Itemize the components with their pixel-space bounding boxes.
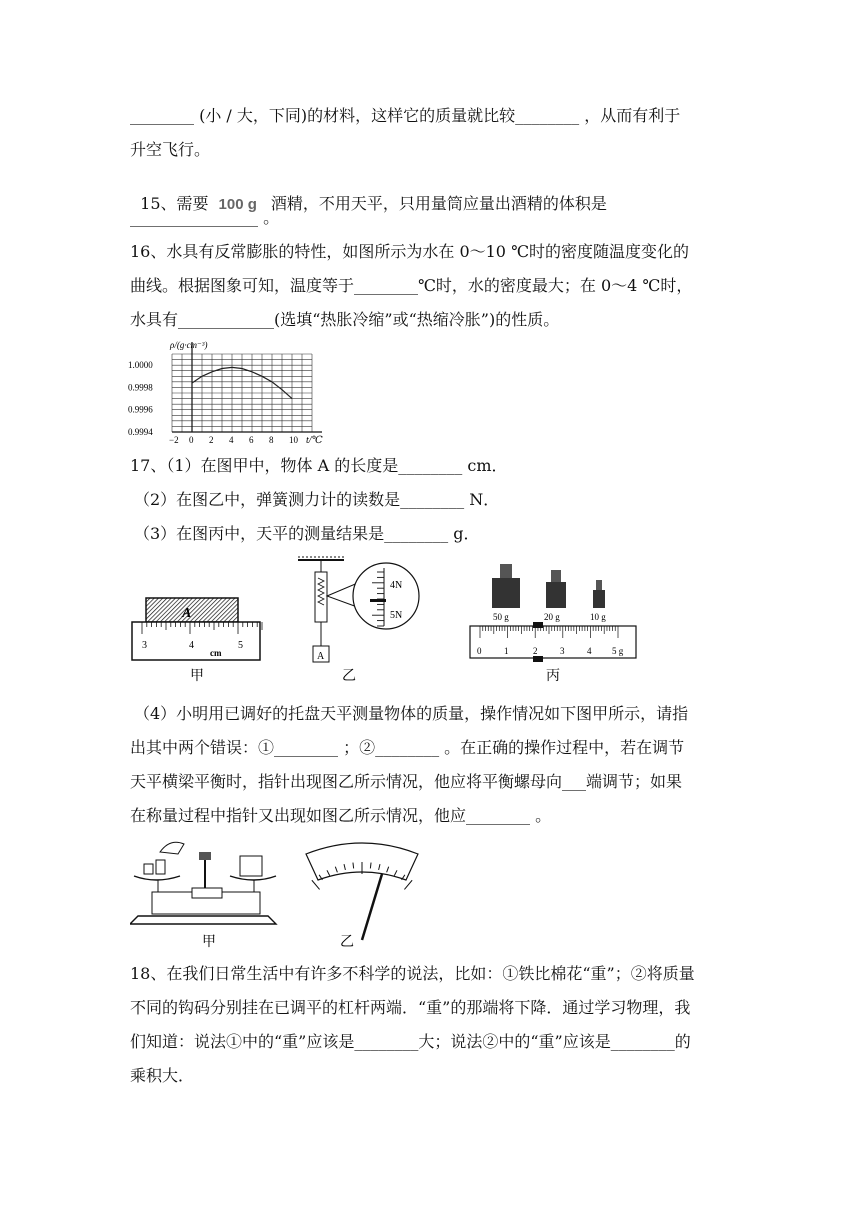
caption-yi-2: 乙 (340, 935, 354, 950)
q16-line-3: 水具有____________(选填“热胀冷缩”或“热缩冷胀”)的性质。 (130, 310, 560, 329)
spring-mark-4n: 4N (390, 580, 403, 591)
q17-line-2: （2）在图乙中，弹簧测力计的读数是________ N． (134, 490, 500, 509)
dial-tick (370, 863, 371, 869)
x-tick-label: 4 (229, 435, 234, 445)
dial-pointer (362, 874, 382, 940)
beam-tick-4: 4 (587, 646, 592, 656)
beam-tick-3: 3 (560, 646, 565, 656)
y-tick-label: 1.0000 (128, 360, 153, 371)
dial-tick (312, 880, 320, 889)
ruler-unit: cm (210, 648, 222, 658)
y-tick-label: 0.9994 (128, 427, 153, 437)
q17-line-3: （3）在图丙中，天平的测量结果是________ g． (134, 524, 480, 543)
caption-jia: 甲 (190, 669, 204, 684)
density-chart (126, 336, 326, 448)
x-tick-label: 0 (189, 435, 194, 445)
weight-label-50g: 50 g (493, 612, 509, 622)
ruler-tick-5: 5 (238, 640, 243, 651)
caption-bing: 丙 (546, 669, 560, 684)
pointer-dial-figure (306, 843, 418, 950)
chart-xlabel: t/℃ (306, 435, 323, 446)
spring-weight-label: A (317, 651, 325, 662)
object-a-block (146, 598, 238, 622)
weight-label-10g: 10 g (590, 612, 606, 622)
object-a-label: A (182, 606, 192, 621)
tray-balance-figure (130, 842, 276, 950)
beam-tick-5: 5 g (612, 646, 624, 656)
ruler-figure (132, 598, 262, 684)
q14-line-2: 升空飞行。 (130, 140, 211, 159)
x-tick-label: 6 (249, 435, 254, 445)
q17-4-line-2: 出其中两个错误：①________ ；②________ 。在正确的操作过程中，若在调节 (130, 738, 685, 757)
beam-tick-1: 1 (504, 646, 509, 656)
spring-mark-5n: 5N (390, 610, 403, 621)
ruler-tick-4: 4 (189, 640, 194, 651)
chart-grid (172, 354, 312, 432)
caption-yi: 乙 (342, 669, 356, 684)
q15-prefix: 15、需要 (140, 194, 209, 213)
q15-suffix: 酒精，不用天平，只用量筒应量出酒精的体积是 (270, 194, 607, 213)
dial-tick (404, 880, 412, 889)
q15-line-2: ________________ 。 (130, 208, 280, 227)
figure-17 (128, 556, 648, 684)
q14-line-1: ________ (小 / 大，下同)的材料，这样它的质量就比较________ ，从而有利于 (130, 106, 681, 125)
hand-icon (160, 842, 184, 854)
spring-magnifier (353, 563, 419, 629)
beam-tick-0: 0 (477, 646, 482, 656)
x-tick-label: −2 (169, 435, 179, 445)
beam-rider-top (533, 622, 543, 628)
beam-tick-2: 2 (533, 646, 538, 656)
chart-axes (172, 342, 322, 432)
q18-line-1: 18、在我们日常生活中有许多不科学的说法，比如：①铁比棉花“重”；②将质量 (130, 964, 695, 983)
q17-4-line-1: （4）小明用已调好的托盘天平测量物体的质量，操作情况如下图甲所示，请指 (134, 704, 689, 723)
y-tick-label: 0.9998 (128, 382, 153, 393)
x-tick-label: 8 (269, 435, 274, 445)
q17-4-line-3: 天平横梁平衡时，指针出现图乙所示情况，他应将平衡螺母向___端调节；如果 (130, 772, 683, 791)
x-tick-label: 2 (209, 435, 214, 445)
ruler-tick-3: 3 (142, 640, 147, 651)
figure-17-4 (130, 832, 430, 956)
object-cube (240, 856, 262, 876)
y-tick-label: 0.9996 (128, 404, 153, 415)
q18-line-2: 不同的钩码分别挂在已调平的杠杆两端．“重”的那端将下降．通过学习物理，我 (130, 998, 691, 1017)
mass-100g-image-text: 100 g (218, 196, 257, 213)
q17-4-line-4: 在称量过程中指针又出现如图乙所示情况，他应________ 。 (130, 806, 552, 825)
q16-line-1: 16、水具有反常膨胀的特性，如图所示为水在 0～10 ℃时的密度随温度变化的 (130, 242, 689, 261)
dial-tick (353, 863, 354, 869)
weight-50g (492, 578, 520, 608)
q18-line-3: 们知道：说法①中的“重”应该是________大；说法②中的“重”应该是________的 (130, 1032, 691, 1051)
q16-line-2: 曲线。根据图象可知，温度等于________℃时，水的密度最大；在 0～4 ℃时， (130, 276, 693, 295)
chart-ylabel: ρ/(g·cm⁻³) (170, 340, 208, 350)
spring-scale-figure (298, 557, 419, 684)
x-tick-label: 10 (289, 435, 298, 445)
q17-line-1: 17、（1）在图甲中，物体 A 的长度是________ cm． (130, 456, 508, 475)
caption-jia-2: 甲 (202, 935, 216, 950)
q18-line-4: 乘积大． (130, 1066, 195, 1085)
weight-label-20g: 20 g (544, 612, 560, 622)
balance-beam-figure (470, 564, 636, 684)
beam-rider-bottom (533, 656, 543, 662)
